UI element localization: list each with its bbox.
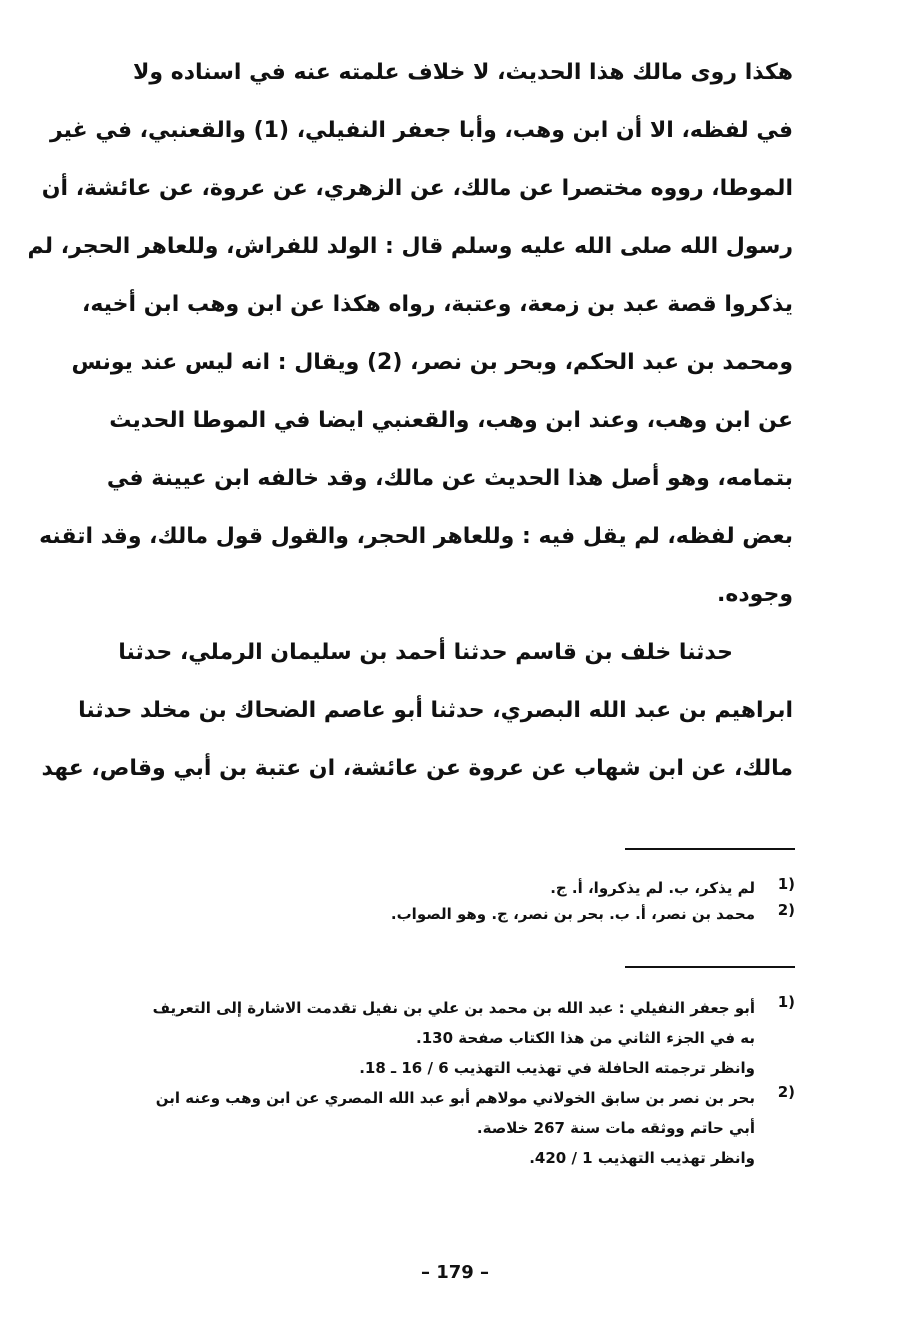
text-line: يذكروا قصة عبد بن زمعة، وعتبة، رواه هكذا عن ابن وهب ابن أخيه، bbox=[81, 292, 793, 317]
footnote-text: محمد بن نصر، أ. ب. بحر بن نصر، ج. وهو الصواب. bbox=[390, 905, 755, 923]
footnote-item bbox=[300, 875, 795, 901]
note-item bbox=[120, 1083, 795, 1173]
note-line: وانظر تهذيب التهذيب 1 / 420. bbox=[529, 1149, 755, 1167]
main-text bbox=[27, 44, 793, 798]
text-line: في لفظه، الا أن ابن وهب، وأبا جعفر النفيلي، (1) والقعنبي، في غير bbox=[49, 118, 793, 143]
footnote-number: (1 bbox=[777, 875, 795, 893]
text-line: هكذا روى مالك هذا الحديث، لا خلاف علمته عنه في اسناده ولا bbox=[133, 60, 793, 85]
notes-separator bbox=[625, 966, 795, 968]
note-line: به في الجزء الثاني من هذا الكتاب صفحة 130. bbox=[416, 1029, 755, 1047]
text-line: مالك، عن ابن شهاب عن عروة عن عائشة، ان عتبة بن أبي وقاص، عهد bbox=[41, 756, 793, 781]
footnote-text: لم يذكر، ب. لم يذكروا، أ. ج. bbox=[550, 879, 755, 897]
text-line: عن ابن وهب، وعند ابن وهب، والقعنبي ايضا في الموطا الحديث bbox=[109, 408, 793, 433]
footnote-item bbox=[300, 901, 795, 927]
note-number: (1 bbox=[777, 993, 795, 1011]
text-line: ابراهيم بن عبد الله البصري، حدثنا أبو عاصم الضحاك بن مخلد حدثنا bbox=[78, 698, 793, 723]
text-line: وجوده. bbox=[717, 582, 793, 607]
footnote-number: (2 bbox=[777, 901, 795, 919]
text-line: بتمامه، وهو أصل هذا الحديث عن مالك، وقد خالفه ابن عيينة في bbox=[106, 466, 793, 491]
note-line: أبو جعفر النفيلي : عبد الله بن محمد بن علي بن نفيل تقدمت الاشارة إلى التعريف bbox=[152, 999, 755, 1017]
footnote-separator bbox=[625, 848, 795, 850]
note-number: (2 bbox=[777, 1083, 795, 1101]
note-line: وانظر ترجمته الحافلة في تهذيب التهذيب 6 / 16 ـ 18. bbox=[359, 1059, 755, 1077]
note-line: بحر بن نصر بن سابق الخولاني مولاهم أبو عبد الله المصري عن ابن وهب وعنه ابن bbox=[155, 1089, 755, 1107]
note-item bbox=[120, 993, 795, 1083]
variant-footnotes bbox=[300, 875, 795, 927]
note-line: أبي حاتم ووثقه مات سنة 267 خلاصة. bbox=[476, 1119, 755, 1137]
page-number: – 179 – bbox=[420, 1262, 490, 1283]
text-line: الموطا، رووه مختصرا عن مالك، عن الزهري، عن عروة، عن عائشة، أن bbox=[41, 176, 793, 201]
explanatory-notes bbox=[120, 993, 795, 1173]
text-line: ومحمد بن عبد الحكم، وبحر بن نصر، (2) ويقال : انه ليس عند يونس bbox=[71, 350, 793, 375]
text-line: حدثنا خلف بن قاسم حدثنا أحمد بن سليمان الرملي، حدثنا bbox=[118, 640, 733, 665]
text-line: بعض لفظه، لم يقل فيه : وللعاهر الحجر، والقول قول مالك، وقد اتقنه bbox=[39, 524, 793, 549]
text-line: رسول الله صلى الله عليه وسلم قال : الولد للفراش، وللعاهر الحجر، لم bbox=[27, 234, 793, 259]
